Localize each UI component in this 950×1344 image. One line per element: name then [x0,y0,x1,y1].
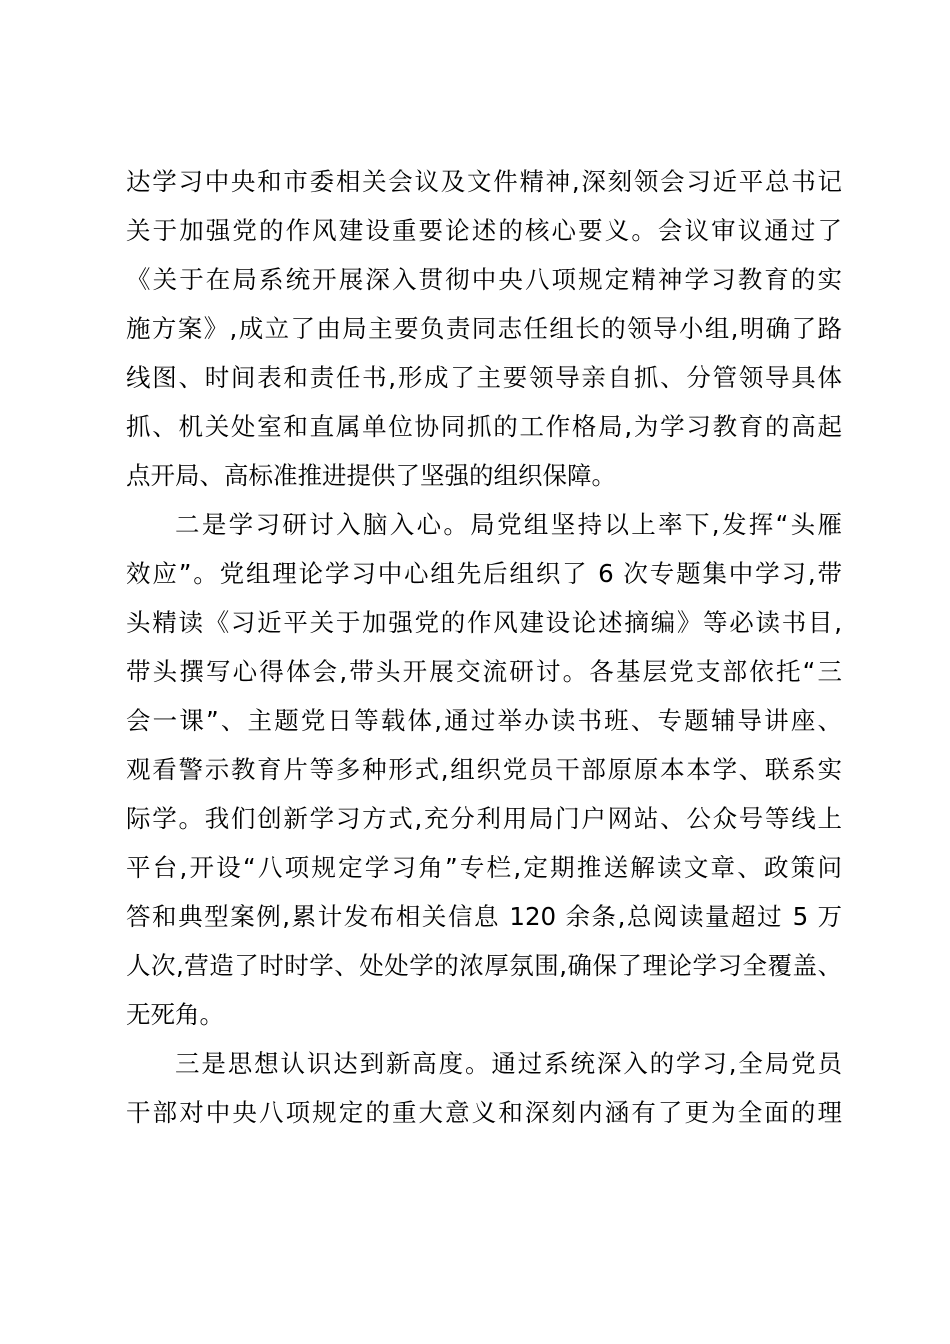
text-line: 达学习中央和市委相关会议及文件精神,深刻领会习近平总书记 [126,167,842,196]
text-line: 人次,营造了时时学、处处学的浓厚氛围,确保了理论学习全覆盖、 [126,951,842,980]
text-line: 干部对中央八项规定的重大意义和深刻内涵有了更为全面的理 [126,1098,842,1127]
text-line: 关于加强党的作风建设重要论述的核心要义。会议审议通过了 [126,216,842,245]
paragraph-start-line: 三是思想认识达到新高度。通过系统深入的学习,全局党员 [175,1049,842,1078]
text-line: 《关于在局系统开展深入贯彻中央八项规定精神学习教育的实 [126,265,842,294]
text-line: 际学。我们创新学习方式,充分利用局门户网站、公众号等线上 [126,804,842,833]
text-line: 无死角。 [126,1000,224,1029]
paragraph-start-line: 二是学习研讨入脑入心。局党组坚持以上率下,发挥“头雁 [175,510,842,539]
text-line: 会一课”、主题党日等载体,通过举办读书班、专题辅导讲座、 [126,706,842,735]
text-line: 答和典型案例,累计发布相关信息 120 余条,总阅读量超过 5 万 [126,902,842,931]
text-line: 施方案》,成立了由局主要负责同志任组长的领导小组,明确了路 [126,314,842,343]
text-line: 效应”。党组理论学习中心组先后组织了 6 次专题集中学习,带 [126,559,842,588]
text-line: 点开局、高标准推进提供了坚强的组织保障。 [126,461,616,490]
text-line: 抓、机关处室和直属单位协同抓的工作格局,为学习教育的高起 [126,412,842,441]
text-line: 线图、时间表和责任书,形成了主要领导亲自抓、分管领导具体 [126,363,842,392]
text-line: 平台,开设“八项规定学习角”专栏,定期推送解读文章、政策问 [126,853,842,882]
body-text [126,157,842,1137]
text-line: 头精读《习近平关于加强党的作风建设论述摘编》等必读书目, [126,608,842,637]
text-line: 观看警示教育片等多种形式,组织党员干部原原本本学、联系实 [126,755,842,784]
text-line: 带头撰写心得体会,带头开展交流研讨。各基层党支部依托“三 [126,657,842,686]
